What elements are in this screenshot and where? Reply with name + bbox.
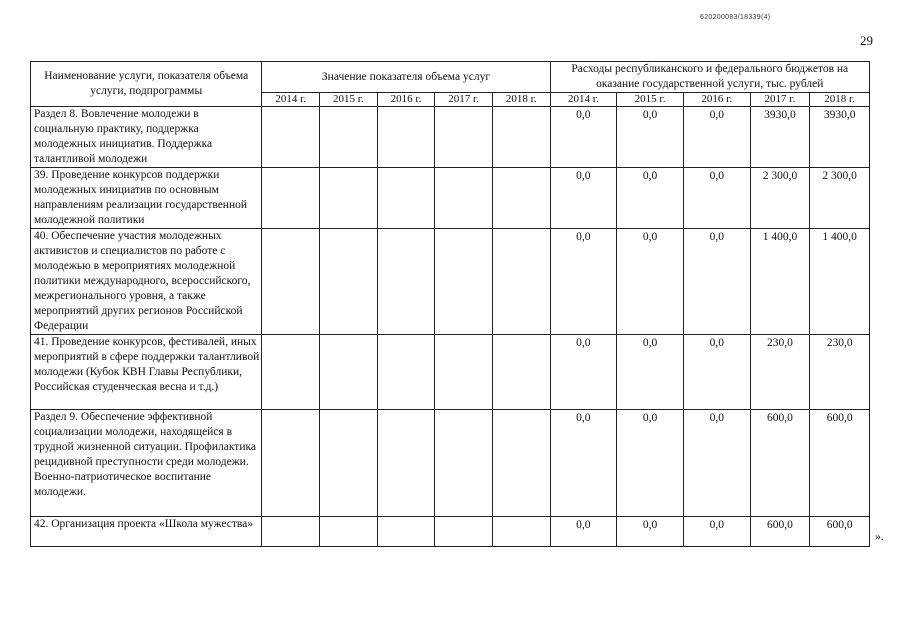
row-value-cell xyxy=(435,335,493,410)
row-value-cell xyxy=(262,168,320,229)
row-expense-cell: 0,0 xyxy=(550,107,617,168)
header-expense-year: 2014 г. xyxy=(550,93,617,107)
table-row xyxy=(31,168,870,229)
row-value-cell xyxy=(492,517,550,547)
page-number: 29 xyxy=(860,33,873,48)
row-service-name: 40. Обеспечение участия молодежных активистов и специалистов по работе с молодежью в мероприятиях молодежной политики международного, всероссийского, межрегионального уровня, а также мероприятий других регионов Российской Федерации xyxy=(31,229,262,335)
row-expense-cell: 2 300,0 xyxy=(750,168,810,229)
row-value-cell xyxy=(262,410,320,517)
row-expense-cell: 3930,0 xyxy=(750,107,810,168)
row-service-name: Раздел 9. Обеспечение эффективной социализации молодежи, находящейся в трудной жизненной ситуации. Профилактика рецидивной преступности среди молодежи. Военно-патриотическое воспитание молодежи. xyxy=(31,410,262,517)
row-expense-cell: 0,0 xyxy=(683,107,750,168)
header-value-year: 2014 г. xyxy=(262,93,320,107)
table-row xyxy=(31,229,870,335)
row-expense-cell: 600,0 xyxy=(810,517,870,547)
row-value-cell xyxy=(435,229,493,335)
row-expense-cell: 0,0 xyxy=(550,229,617,335)
row-value-cell xyxy=(435,107,493,168)
row-value-cell xyxy=(492,229,550,335)
header-value-year: 2015 г. xyxy=(320,93,378,107)
row-expense-cell: 3930,0 xyxy=(810,107,870,168)
header-name-column: Наименование услуги, показателя объема услуги, подпрограммы xyxy=(31,62,262,107)
row-expense-cell: 600,0 xyxy=(750,410,810,517)
row-value-cell xyxy=(435,168,493,229)
row-expense-cell: 2 300,0 xyxy=(810,168,870,229)
row-service-name: 39. Проведение конкурсов поддержки молодежных инициатив по основным направлениям реализации государственной молодежной политики xyxy=(31,168,262,229)
row-expense-cell: 0,0 xyxy=(683,229,750,335)
table-row xyxy=(31,410,870,517)
header-expense-group: Расходы республиканского и федерального бюджетов на оказание государственной услуги, тыс. рублей xyxy=(550,62,869,93)
row-expense-cell: 1 400,0 xyxy=(750,229,810,335)
row-expense-cell: 0,0 xyxy=(550,335,617,410)
row-expense-cell: 0,0 xyxy=(683,517,750,547)
header-value-group: Значение показателя объема услуг xyxy=(262,62,550,93)
row-value-cell xyxy=(377,410,435,517)
header-expense-year: 2015 г. xyxy=(617,93,684,107)
closing-quote-mark: ». xyxy=(875,529,884,543)
row-value-cell xyxy=(377,517,435,547)
header-expense-year: 2016 г. xyxy=(683,93,750,107)
row-value-cell xyxy=(435,410,493,517)
table-row xyxy=(31,517,870,547)
row-expense-cell: 0,0 xyxy=(617,168,684,229)
row-expense-cell: 0,0 xyxy=(617,107,684,168)
row-service-name: 41. Проведение конкурсов, фестивалей, иных мероприятий в сфере поддержки талантливой молодежи (Кубок КВН Главы Республики, Российская студенческая весна и т.д.) xyxy=(31,335,262,410)
row-value-cell xyxy=(262,335,320,410)
row-value-cell xyxy=(377,107,435,168)
row-value-cell xyxy=(377,229,435,335)
row-service-name: 42. Организация проекта «Школа мужества» xyxy=(31,517,262,547)
row-expense-cell: 0,0 xyxy=(617,229,684,335)
row-value-cell xyxy=(492,107,550,168)
row-expense-cell: 0,0 xyxy=(550,410,617,517)
row-expense-cell: 0,0 xyxy=(683,335,750,410)
row-expense-cell: 0,0 xyxy=(550,168,617,229)
row-value-cell xyxy=(320,107,378,168)
row-expense-cell: 0,0 xyxy=(617,335,684,410)
header-expense-year: 2017 г. xyxy=(750,93,810,107)
services-table xyxy=(30,61,870,547)
row-value-cell xyxy=(320,229,378,335)
row-value-cell xyxy=(262,229,320,335)
row-expense-cell: 600,0 xyxy=(750,517,810,547)
row-value-cell xyxy=(492,410,550,517)
row-value-cell xyxy=(377,335,435,410)
row-expense-cell: 0,0 xyxy=(617,517,684,547)
row-expense-cell: 600,0 xyxy=(810,410,870,517)
row-expense-cell: 0,0 xyxy=(617,410,684,517)
header-value-year: 2017 г. xyxy=(435,93,493,107)
row-expense-cell: 0,0 xyxy=(683,410,750,517)
row-expense-cell: 1 400,0 xyxy=(810,229,870,335)
row-value-cell xyxy=(262,107,320,168)
header-expense-year: 2018 г. xyxy=(810,93,870,107)
row-expense-cell: 0,0 xyxy=(683,168,750,229)
row-value-cell xyxy=(492,335,550,410)
row-value-cell xyxy=(262,517,320,547)
document-id: 620200083/18339(4) xyxy=(700,14,771,21)
row-value-cell xyxy=(320,517,378,547)
row-value-cell xyxy=(435,517,493,547)
table-row xyxy=(31,107,870,168)
table-row xyxy=(31,335,870,410)
row-value-cell xyxy=(320,410,378,517)
row-value-cell xyxy=(377,168,435,229)
row-expense-cell: 230,0 xyxy=(810,335,870,410)
header-value-year: 2016 г. xyxy=(377,93,435,107)
row-value-cell xyxy=(320,335,378,410)
row-value-cell xyxy=(492,168,550,229)
row-expense-cell: 0,0 xyxy=(550,517,617,547)
row-expense-cell: 230,0 xyxy=(750,335,810,410)
row-value-cell xyxy=(320,168,378,229)
header-value-year: 2018 г. xyxy=(492,93,550,107)
row-service-name: Раздел 8. Вовлечение молодежи в социальную практику, поддержка молодежных инициатив. Поддержка талантливой молодежи xyxy=(31,107,262,168)
